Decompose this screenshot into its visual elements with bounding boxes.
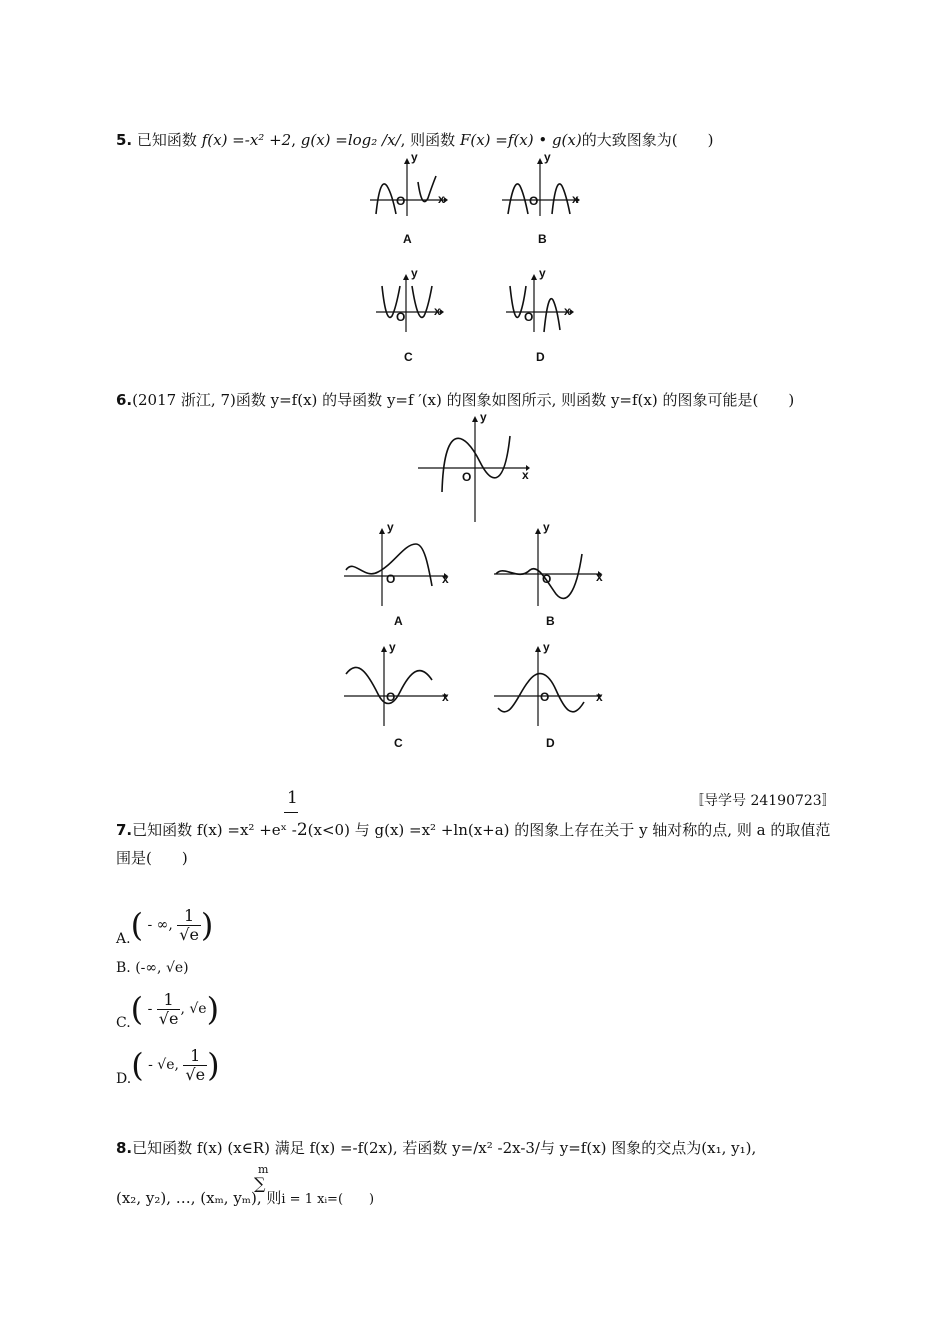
q7-number: 7. (116, 821, 133, 839)
q5b-o-label: O (529, 194, 539, 208)
q5-label-a: A (403, 232, 412, 246)
q7d-fraction: $\frac{1}{√e}$ (185, 1045, 206, 1084)
q6-label-d: D (546, 736, 555, 750)
q7-stem-line1: 7.已知函数 f(x) =x² +eˣ -2(x<0) 与 g(x) =x² +ln(x+a) 的图象上存在关于 y 轴对称的点, 则 a 的取值范 (116, 820, 831, 840)
q5b-y-label: y (544, 150, 551, 164)
q5-graph-b-svg (500, 156, 580, 218)
q6-stem: 6.(2017 浙江, 7)函数 y=f(x) 的导函数 y=f ′(x) 的图象如图所示, 则函数 y=f(x) 的图象可能是( ) (116, 391, 795, 409)
q6c-x-label: x (442, 690, 449, 704)
q5-stem: 5. 已知函数 f(x) =-x² +2, g(x) =log₂ /x/, 则函数 F(x) =f(x) • g(x)的大致图象为( ) (116, 131, 714, 149)
q6b-o-label: O (542, 572, 552, 586)
q5-label-b: B (538, 232, 547, 246)
q7-frac-numerator: 1 (287, 788, 298, 808)
q5-graph-a[interactable] (368, 150, 448, 218)
q5-label-d: D (536, 350, 545, 364)
q6-label-c: C (394, 736, 403, 750)
q7a-fraction: $\frac{1}{√e}$ (179, 905, 199, 944)
q6-graph-b-svg (494, 524, 606, 608)
q6c-o-label: O (386, 690, 396, 704)
q6b-x-label: x (596, 570, 603, 584)
q5a-x-label: x (438, 192, 445, 206)
q5a-o-label: O (396, 194, 406, 208)
q5b-x-label: x (572, 192, 579, 206)
q7c-fraction: $\frac{1}{√e}$ (158, 989, 179, 1028)
q6-label-b: B (546, 614, 555, 628)
q5-number: 5. (116, 131, 133, 149)
q5-graph-d-svg (504, 272, 584, 334)
q6-y-label: y (480, 410, 487, 424)
q6-graph-a[interactable] (344, 520, 454, 608)
q7-option-a[interactable]: A.( - ∞, $\frac{1}{√e}$ ) (116, 905, 214, 947)
q6-reference-number: 〚导学号 24190723〛 (690, 793, 836, 809)
q5d-y-label: y (539, 266, 546, 280)
q7-option-d[interactable]: D.( - √e, $\frac{1}{√e}$ ) (116, 1045, 220, 1087)
q7-frac-denominator: 2 (296, 820, 308, 840)
q7-option-c[interactable]: C.( - $\frac{1}{√e}$ , √e) (116, 989, 220, 1031)
q6d-x-label: x (596, 690, 603, 704)
q8-sum-symbol: ∑ (254, 1174, 266, 1193)
q6-o-label: O (462, 470, 472, 484)
q5-label-c: C (404, 350, 413, 364)
q6a-o-label: O (386, 572, 396, 586)
q5c-x-label: x (434, 304, 441, 318)
q6a-y-label: y (387, 520, 394, 534)
q8-sum-upper: m (258, 1163, 269, 1176)
q5d-o-label: O (524, 310, 534, 324)
q6d-o-label: O (540, 690, 550, 704)
q5a-y-label: y (411, 150, 418, 164)
q6-graph-a-svg (344, 524, 454, 608)
q6-label-a: A (394, 614, 403, 628)
q6-graph-c[interactable] (344, 640, 454, 728)
q7-option-b[interactable]: B. (-∞, √e) (116, 960, 189, 976)
q6d-y-label: y (543, 640, 550, 654)
q6b-y-label: y (543, 520, 550, 534)
q6c-y-label: y (389, 640, 396, 654)
q7-stem-line2: 围是( ) (116, 849, 188, 867)
q6-graph-b[interactable] (494, 520, 606, 608)
q6-graph-c-svg (344, 644, 454, 728)
q5-graph-c-svg (374, 272, 454, 334)
q8-number: 8. (116, 1139, 133, 1157)
q5-graph-c[interactable] (374, 266, 454, 334)
q6-number: 6. (116, 391, 133, 409)
q6-graph-d-svg (494, 644, 606, 728)
q5c-y-label: y (411, 266, 418, 280)
q6-x-label: x (522, 468, 529, 482)
q6-graph-d[interactable] (494, 640, 606, 728)
q8-stem-line2: (x₂, y₂), …, (xₘ, yₘ), 则i = 1 xᵢ=( ) (116, 1189, 375, 1207)
q5c-o-label: O (396, 310, 406, 324)
q6-derivative-graph[interactable] (418, 412, 538, 524)
q7-frac-bar (284, 812, 298, 813)
q5-graph-a-svg (368, 156, 448, 218)
q5d-x-label: x (564, 304, 571, 318)
q6a-x-label: x (442, 572, 449, 586)
q8-stem-line1: 8.已知函数 f(x) (x∈R) 满足 f(x) =-f(2x), 若函数 y=/x² -2x-3/与 y=f(x) 图象的交点为(x₁, y₁), (116, 1139, 757, 1157)
q6-derivative-svg (418, 412, 538, 524)
q5-graph-b[interactable] (500, 150, 580, 218)
q5-graph-d[interactable] (504, 266, 584, 334)
